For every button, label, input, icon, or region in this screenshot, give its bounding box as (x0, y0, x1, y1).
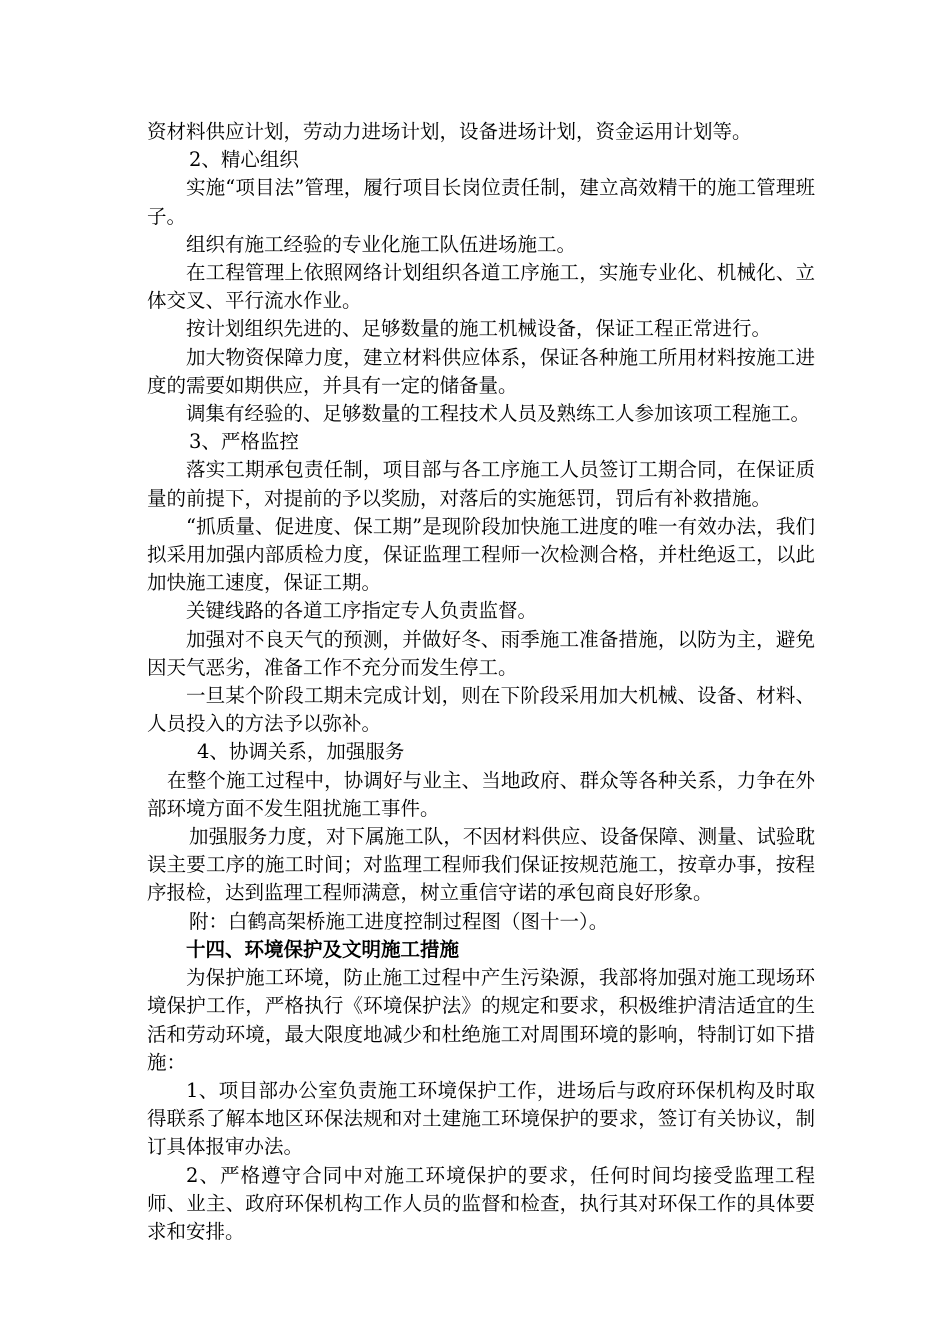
subheading-coordination: 4、协调关系，加强服务 (197, 740, 405, 764)
paragraph: 1、项目部办公室负责施工环境保护工作，进场后与政府环保机构及时取得联系了解本地区环保法规和对土建施工环境保护的要求，签订有关协议，制订具体报审办法。 (147, 1078, 815, 1159)
paragraph: 加强服务力度，对下属施工队，不因材料供应、设备保障、测量、试验耽误主要工序的施工时间；对监理工程师我们保证按规范施工，按章办事，按程序报检，达到监理工程师满意，树立重信守诺的承包商良好形象。 (147, 825, 815, 905)
paragraph: 加大物资保障力度，建立材料供应体系，保证各种施工所用材料按施工进度的需要如期供应，并具有一定的储备量。 (147, 345, 815, 397)
paragraph-continuation: 资材料供应计划，劳动力进场计划，设备进场计划，资金运用计划等。 (147, 120, 752, 143)
paragraph: “抓质量、促进度、保工期”是现阶段加快施工进度的唯一有效办法，我们拟采用加强内部质检力度，保证监理工程师一次检测合格，并杜绝返工，以此加快施工速度，保证工期。 (147, 514, 815, 595)
paragraph: 组织有施工经验的专业化施工队伍进场施工。 (186, 232, 577, 256)
subheading-careful-organization: 2、精心组织 (189, 148, 299, 172)
paragraph: 在整个施工过程中，协调好与业主、当地政府、群众等各种关系，力争在外部环境方面不发生阻扰施工事件。 (147, 768, 815, 820)
paragraph: 为保护施工环境，防止施工过程中产生污染源，我部将加强对施工现场环境保护工作，严格执行《环境保护法》的规定和要求，积极维护清洁适宜的生活和劳动环境，最大限度地减少和杜绝施工对周围环境的影响，特制订如下措施： (147, 966, 815, 1074)
paragraph: 在工程管理上依照网络计划组织各道工序施工，实施专业化、机械化、立体交叉、平行流水作业。 (147, 261, 815, 313)
subheading-strict-monitoring: 3、严格监控 (189, 430, 299, 454)
paragraph: 加强对不良天气的预测，并做好冬、雨季施工准备措施，以防为主，避免因天气恶劣，准备工作不充分而发生停工。 (147, 627, 815, 679)
paragraph: 落实工期承包责任制，项目部与各工序施工人员签订工期合同，在保证质量的前提下，对提前的予以奖励，对落后的实施惩罚，罚后有补救措施。 (147, 458, 815, 510)
paragraph: 调集有经验的、足够数量的工程技术人员及熟练工人参加该项工程施工。 (186, 402, 811, 426)
paragraph: 一旦某个阶段工期未完成计划，则在下阶段采用加大机械、设备、材料、人员投入的方法予以弥补。 (147, 684, 815, 736)
figure-reference: 附：白鹤高架桥施工进度控制过程图（图十一）。 (189, 909, 609, 933)
paragraph: 按计划组织先进的、足够数量的施工机械设备，保证工程正常进行。 (186, 317, 772, 341)
paragraph: 2、严格遵守合同中对施工环境保护的要求，任何时间均接受监理工程师、业主、政府环保机构工作人员的监督和检查，执行其对环保工作的具体要求和安排。 (147, 1163, 815, 1243)
paragraph: 实施“项目法”管理，履行项目长岗位责任制，建立高效精干的施工管理班子。 (147, 176, 815, 228)
paragraph: 关键线路的各道工序指定专人负责监督。 (186, 599, 538, 623)
section-heading-environment: 十四、环境保护及文明施工措施 (186, 937, 460, 961)
document-body (147, 118, 815, 1246)
